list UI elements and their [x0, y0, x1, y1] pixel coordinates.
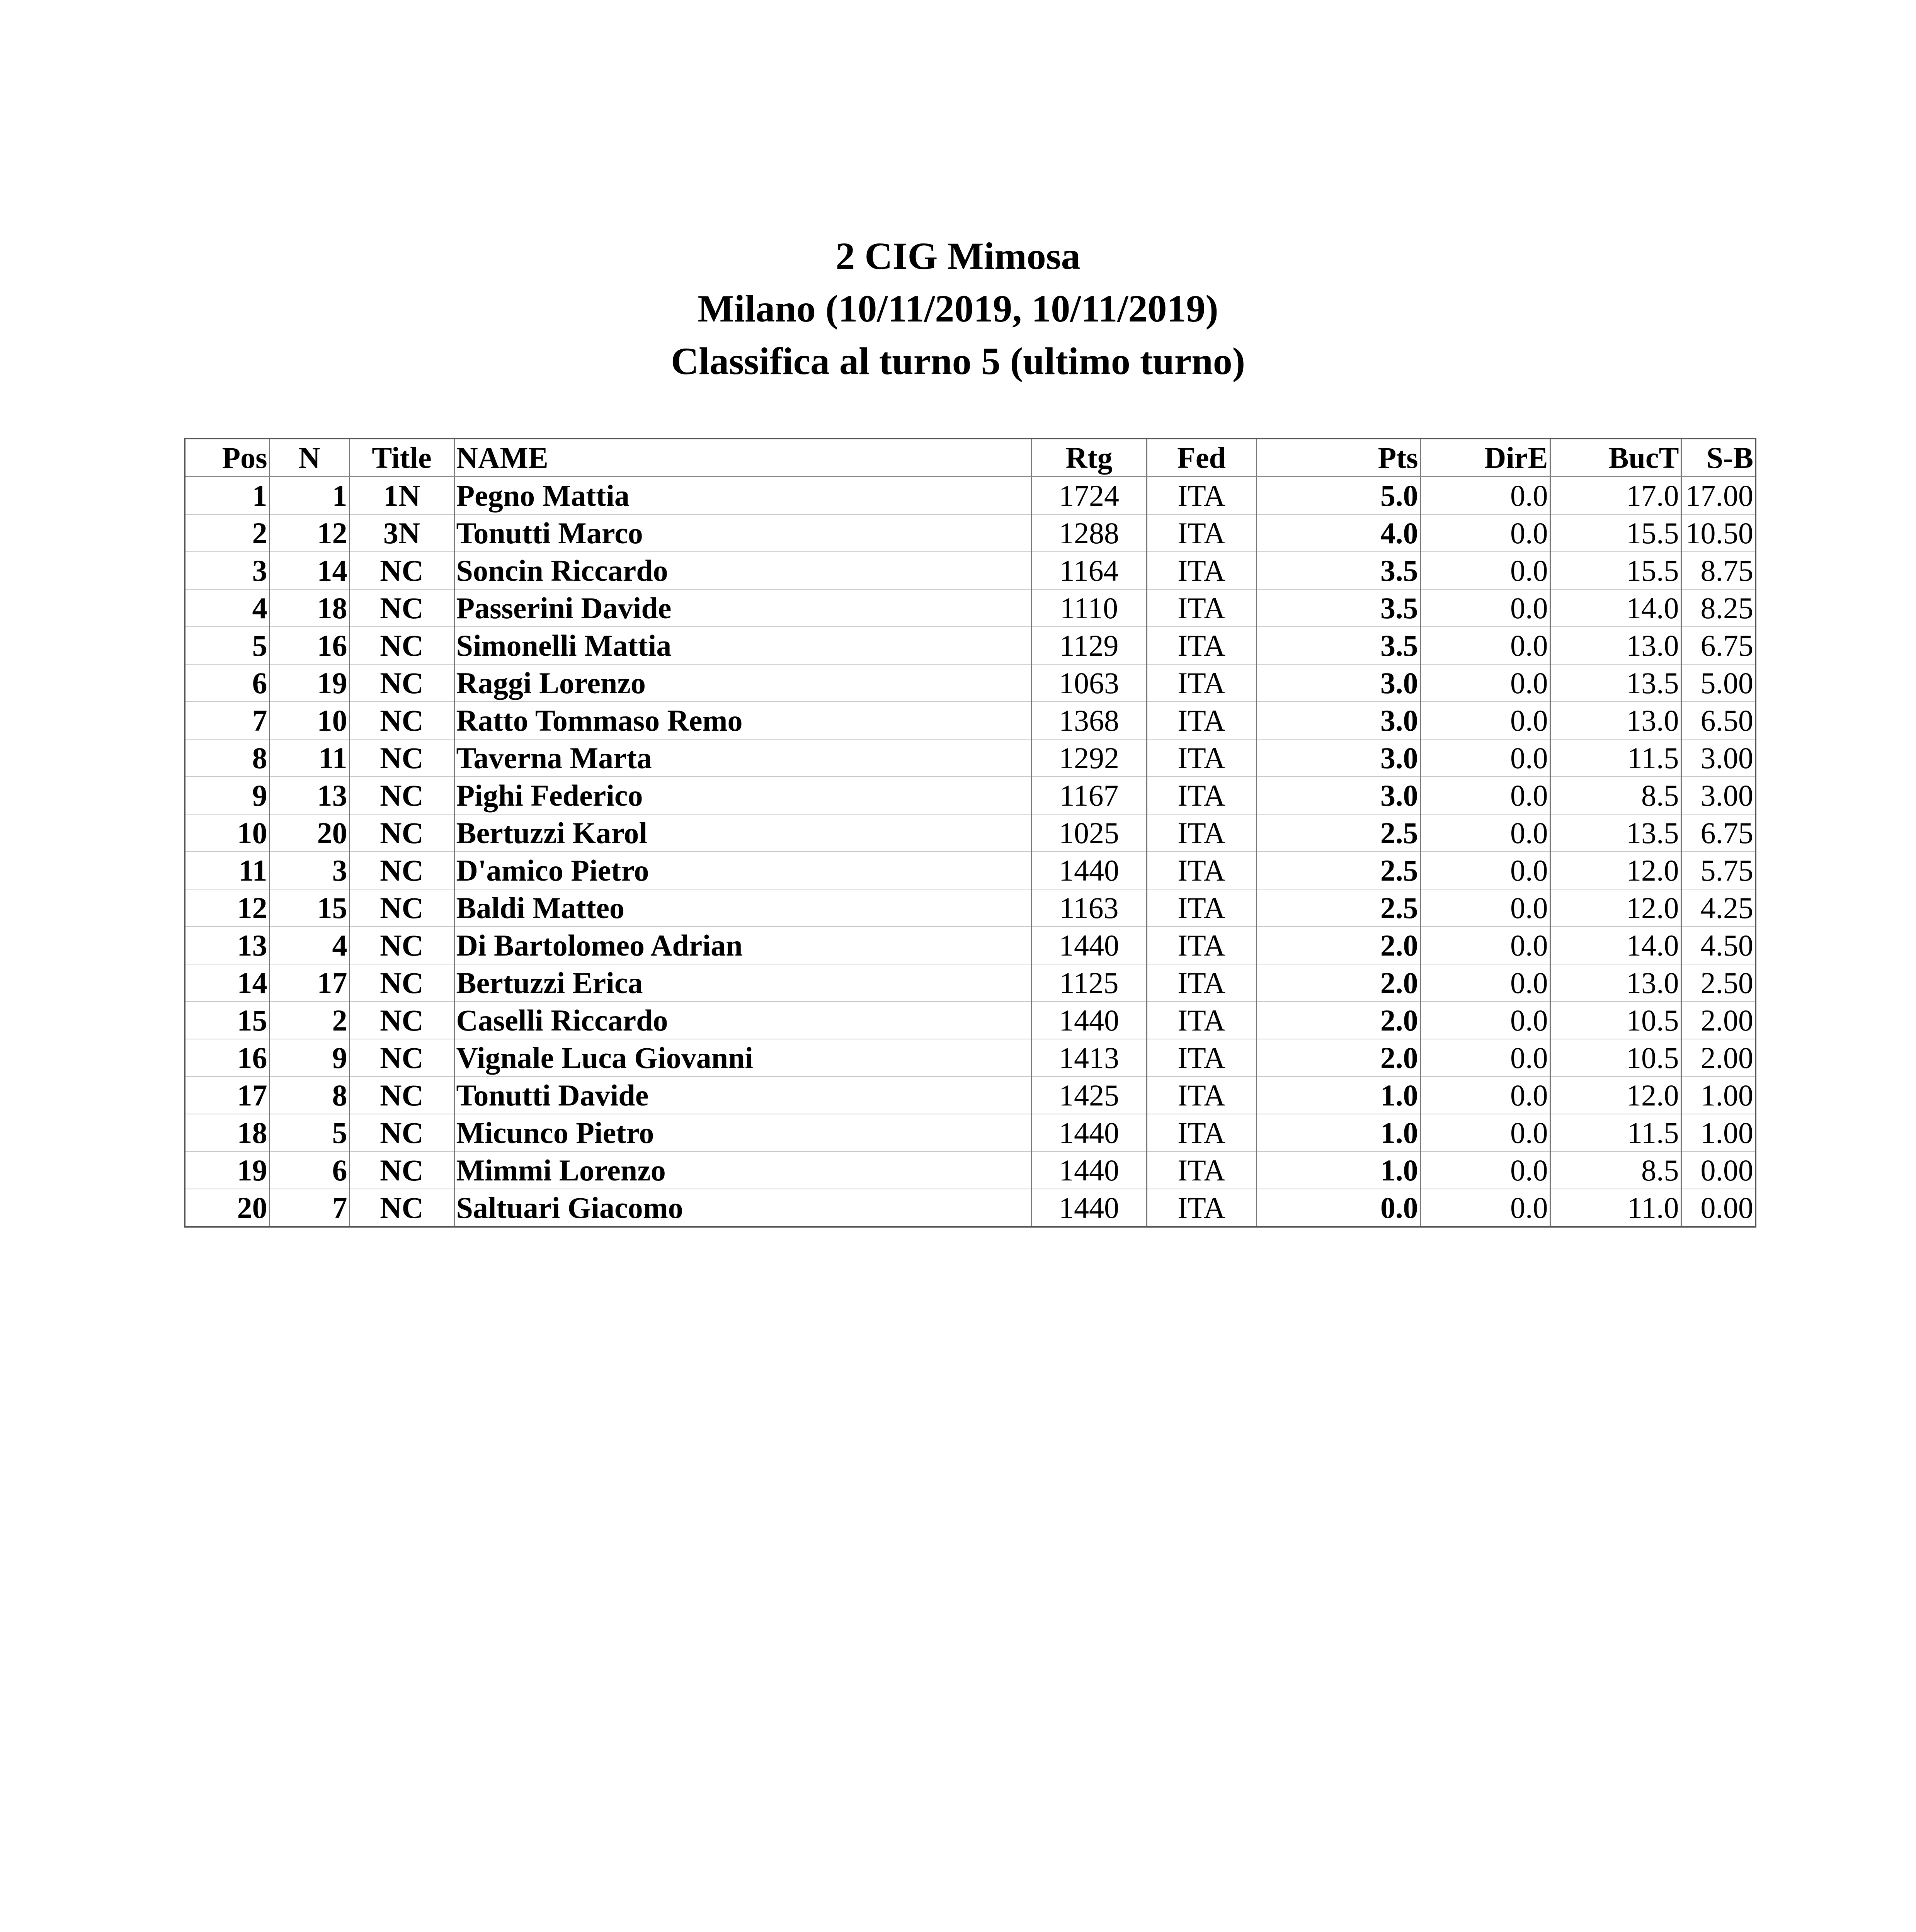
- cell-pos: 19: [185, 1151, 269, 1189]
- cell-dire: 0.0: [1420, 589, 1550, 627]
- column-header-title: Title: [349, 439, 454, 477]
- cell-dire: 0.0: [1420, 889, 1550, 927]
- cell-n: 19: [269, 664, 349, 702]
- tournament-location-dates: Milano (10/11/2019, 10/11/2019): [698, 287, 1218, 330]
- cell-name: Pighi Federico: [454, 777, 1031, 814]
- cell-rtg: 1110: [1031, 589, 1147, 627]
- table-row: [185, 477, 1756, 515]
- cell-fed: ITA: [1147, 664, 1256, 702]
- cell-sb: 17.00: [1681, 477, 1756, 515]
- cell-sb: 4.50: [1681, 927, 1756, 964]
- cell-fed: ITA: [1147, 1039, 1256, 1077]
- cell-title: NC: [349, 814, 454, 852]
- cell-dire: 0.0: [1420, 739, 1550, 777]
- cell-n: 6: [269, 1151, 349, 1189]
- tournament-title: 2 CIG Mimosa: [835, 235, 1081, 277]
- cell-pts: 0.0: [1256, 1189, 1420, 1227]
- column-header-pos: Pos: [185, 439, 269, 477]
- cell-n: 18: [269, 589, 349, 627]
- cell-pos: 17: [185, 1077, 269, 1114]
- cell-sb: 6.75: [1681, 814, 1756, 852]
- cell-rtg: 1129: [1031, 627, 1147, 664]
- cell-fed: ITA: [1147, 514, 1256, 552]
- cell-buct: 13.0: [1550, 702, 1681, 739]
- table-row: [185, 777, 1756, 814]
- cell-buct: 12.0: [1550, 889, 1681, 927]
- cell-pts: 4.0: [1256, 514, 1420, 552]
- cell-buct: 14.0: [1550, 927, 1681, 964]
- cell-pts: 2.0: [1256, 927, 1420, 964]
- cell-name: Taverna Marta: [454, 739, 1031, 777]
- cell-fed: ITA: [1147, 552, 1256, 589]
- cell-dire: 0.0: [1420, 777, 1550, 814]
- cell-fed: ITA: [1147, 739, 1256, 777]
- cell-dire: 0.0: [1420, 1189, 1550, 1227]
- cell-title: NC: [349, 1077, 454, 1114]
- cell-sb: 6.50: [1681, 702, 1756, 739]
- cell-buct: 10.5: [1550, 1002, 1681, 1039]
- cell-pts: 1.0: [1256, 1151, 1420, 1189]
- cell-rtg: 1025: [1031, 814, 1147, 852]
- cell-dire: 0.0: [1420, 514, 1550, 552]
- cell-dire: 0.0: [1420, 1151, 1550, 1189]
- cell-title: NC: [349, 1114, 454, 1151]
- cell-sb: 3.00: [1681, 739, 1756, 777]
- cell-rtg: 1063: [1031, 664, 1147, 702]
- cell-sb: 2.00: [1681, 1039, 1756, 1077]
- cell-fed: ITA: [1147, 964, 1256, 1002]
- cell-buct: 13.0: [1550, 627, 1681, 664]
- cell-n: 9: [269, 1039, 349, 1077]
- cell-n: 12: [269, 514, 349, 552]
- cell-buct: 13.5: [1550, 664, 1681, 702]
- cell-pts: 2.5: [1256, 889, 1420, 927]
- document-header: [0, 230, 1916, 388]
- cell-buct: 8.5: [1550, 1151, 1681, 1189]
- cell-sb: 4.25: [1681, 889, 1756, 927]
- cell-n: 2: [269, 1002, 349, 1039]
- cell-n: 13: [269, 777, 349, 814]
- cell-title: NC: [349, 664, 454, 702]
- cell-pts: 5.0: [1256, 477, 1420, 515]
- table-row: [185, 1151, 1756, 1189]
- cell-n: 5: [269, 1114, 349, 1151]
- table-row: [185, 589, 1756, 627]
- cell-sb: 1.00: [1681, 1114, 1756, 1151]
- cell-fed: ITA: [1147, 852, 1256, 889]
- cell-rtg: 1288: [1031, 514, 1147, 552]
- table-row: [185, 1077, 1756, 1114]
- column-header-buct: BucT: [1550, 439, 1681, 477]
- cell-title: NC: [349, 852, 454, 889]
- cell-pos: 6: [185, 664, 269, 702]
- cell-pos: 1: [185, 477, 269, 515]
- cell-fed: ITA: [1147, 589, 1256, 627]
- cell-rtg: 1440: [1031, 1114, 1147, 1151]
- table-row: [185, 664, 1756, 702]
- cell-rtg: 1292: [1031, 739, 1147, 777]
- cell-dire: 0.0: [1420, 477, 1550, 515]
- table-row: [185, 739, 1756, 777]
- cell-name: Micunco Pietro: [454, 1114, 1031, 1151]
- cell-buct: 17.0: [1550, 477, 1681, 515]
- cell-rtg: 1125: [1031, 964, 1147, 1002]
- cell-pts: 3.5: [1256, 589, 1420, 627]
- cell-n: 16: [269, 627, 349, 664]
- cell-dire: 0.0: [1420, 552, 1550, 589]
- cell-dire: 0.0: [1420, 1039, 1550, 1077]
- cell-n: 8: [269, 1077, 349, 1114]
- cell-fed: ITA: [1147, 1151, 1256, 1189]
- table-row: [185, 1114, 1756, 1151]
- cell-buct: 15.5: [1550, 514, 1681, 552]
- cell-pos: 14: [185, 964, 269, 1002]
- cell-rtg: 1724: [1031, 477, 1147, 515]
- cell-pts: 3.5: [1256, 627, 1420, 664]
- cell-buct: 13.0: [1550, 964, 1681, 1002]
- cell-name: Bertuzzi Erica: [454, 964, 1031, 1002]
- standings-body: [185, 477, 1756, 1227]
- cell-name: D'amico Pietro: [454, 852, 1031, 889]
- cell-pos: 8: [185, 739, 269, 777]
- cell-name: Di Bartolomeo Adrian: [454, 927, 1031, 964]
- cell-sb: 0.00: [1681, 1189, 1756, 1227]
- cell-pos: 13: [185, 927, 269, 964]
- cell-pts: 2.5: [1256, 852, 1420, 889]
- cell-pos: 15: [185, 1002, 269, 1039]
- cell-n: 10: [269, 702, 349, 739]
- cell-sb: 10.50: [1681, 514, 1756, 552]
- cell-name: Tonutti Davide: [454, 1077, 1031, 1114]
- cell-pts: 3.0: [1256, 664, 1420, 702]
- cell-buct: 11.0: [1550, 1189, 1681, 1227]
- cell-buct: 13.5: [1550, 814, 1681, 852]
- cell-sb: 2.00: [1681, 1002, 1756, 1039]
- cell-buct: 15.5: [1550, 552, 1681, 589]
- cell-title: NC: [349, 552, 454, 589]
- cell-title: NC: [349, 927, 454, 964]
- cell-dire: 0.0: [1420, 1002, 1550, 1039]
- cell-dire: 0.0: [1420, 852, 1550, 889]
- cell-fed: ITA: [1147, 777, 1256, 814]
- cell-pos: 4: [185, 589, 269, 627]
- table-row: [185, 514, 1756, 552]
- cell-dire: 0.0: [1420, 1114, 1550, 1151]
- cell-rtg: 1163: [1031, 889, 1147, 927]
- table-row: [185, 1039, 1756, 1077]
- table-row: [185, 627, 1756, 664]
- cell-rtg: 1425: [1031, 1077, 1147, 1114]
- cell-buct: 14.0: [1550, 589, 1681, 627]
- cell-name: Raggi Lorenzo: [454, 664, 1031, 702]
- cell-fed: ITA: [1147, 889, 1256, 927]
- cell-name: Bertuzzi Karol: [454, 814, 1031, 852]
- cell-rtg: 1440: [1031, 927, 1147, 964]
- cell-title: NC: [349, 702, 454, 739]
- cell-rtg: 1167: [1031, 777, 1147, 814]
- cell-n: 4: [269, 927, 349, 964]
- table-row: [185, 852, 1756, 889]
- cell-rtg: 1440: [1031, 1189, 1147, 1227]
- cell-rtg: 1440: [1031, 1151, 1147, 1189]
- cell-pos: 11: [185, 852, 269, 889]
- standings-table: [184, 438, 1756, 1228]
- cell-fed: ITA: [1147, 1002, 1256, 1039]
- cell-title: NC: [349, 889, 454, 927]
- cell-title: NC: [349, 964, 454, 1002]
- table-row: [185, 964, 1756, 1002]
- cell-pts: 3.5: [1256, 552, 1420, 589]
- cell-rtg: 1368: [1031, 702, 1147, 739]
- cell-n: 17: [269, 964, 349, 1002]
- column-header-sb: S-B: [1681, 439, 1756, 477]
- cell-pos: 2: [185, 514, 269, 552]
- cell-rtg: 1413: [1031, 1039, 1147, 1077]
- cell-name: Baldi Matteo: [454, 889, 1031, 927]
- cell-sb: 5.75: [1681, 852, 1756, 889]
- cell-title: NC: [349, 1002, 454, 1039]
- cell-name: Passerini Davide: [454, 589, 1031, 627]
- column-header-pts: Pts: [1256, 439, 1420, 477]
- cell-pts: 3.0: [1256, 702, 1420, 739]
- table-row: [185, 889, 1756, 927]
- cell-dire: 0.0: [1420, 964, 1550, 1002]
- standings-round-caption: Classifica al turno 5 (ultimo turno): [670, 340, 1246, 383]
- column-header-name: NAME: [454, 439, 1031, 477]
- cell-fed: ITA: [1147, 477, 1256, 515]
- cell-pos: 20: [185, 1189, 269, 1227]
- table-header-row: [185, 439, 1756, 477]
- cell-name: Saltuari Giacomo: [454, 1189, 1031, 1227]
- cell-pts: 2.5: [1256, 814, 1420, 852]
- cell-name: Vignale Luca Giovanni: [454, 1039, 1031, 1077]
- cell-pos: 5: [185, 627, 269, 664]
- cell-buct: 10.5: [1550, 1039, 1681, 1077]
- cell-dire: 0.0: [1420, 664, 1550, 702]
- cell-pos: 12: [185, 889, 269, 927]
- cell-title: NC: [349, 739, 454, 777]
- cell-sb: 8.75: [1681, 552, 1756, 589]
- cell-pts: 2.0: [1256, 964, 1420, 1002]
- cell-pts: 3.0: [1256, 777, 1420, 814]
- cell-name: Tonutti Marco: [454, 514, 1031, 552]
- cell-dire: 0.0: [1420, 702, 1550, 739]
- cell-pos: 7: [185, 702, 269, 739]
- cell-pos: 9: [185, 777, 269, 814]
- cell-sb: 8.25: [1681, 589, 1756, 627]
- cell-pts: 1.0: [1256, 1114, 1420, 1151]
- cell-pos: 3: [185, 552, 269, 589]
- cell-pos: 10: [185, 814, 269, 852]
- cell-name: Simonelli Mattia: [454, 627, 1031, 664]
- cell-rtg: 1164: [1031, 552, 1147, 589]
- cell-title: NC: [349, 1151, 454, 1189]
- cell-title: 3N: [349, 514, 454, 552]
- cell-pts: 2.0: [1256, 1039, 1420, 1077]
- table-row: [185, 814, 1756, 852]
- cell-rtg: 1440: [1031, 852, 1147, 889]
- cell-buct: 12.0: [1550, 852, 1681, 889]
- table-row: [185, 1002, 1756, 1039]
- cell-name: Soncin Riccardo: [454, 552, 1031, 589]
- cell-buct: 11.5: [1550, 739, 1681, 777]
- cell-title: 1N: [349, 477, 454, 515]
- cell-dire: 0.0: [1420, 814, 1550, 852]
- cell-fed: ITA: [1147, 1189, 1256, 1227]
- cell-fed: ITA: [1147, 814, 1256, 852]
- cell-title: NC: [349, 627, 454, 664]
- cell-pos: 16: [185, 1039, 269, 1077]
- cell-sb: 5.00: [1681, 664, 1756, 702]
- cell-pos: 18: [185, 1114, 269, 1151]
- column-header-dire: DirE: [1420, 439, 1550, 477]
- cell-n: 1: [269, 477, 349, 515]
- cell-buct: 8.5: [1550, 777, 1681, 814]
- cell-sb: 1.00: [1681, 1077, 1756, 1114]
- cell-title: NC: [349, 589, 454, 627]
- column-header-fed: Fed: [1147, 439, 1256, 477]
- cell-buct: 11.5: [1550, 1114, 1681, 1151]
- cell-dire: 0.0: [1420, 927, 1550, 964]
- cell-n: 7: [269, 1189, 349, 1227]
- cell-rtg: 1440: [1031, 1002, 1147, 1039]
- cell-pts: 2.0: [1256, 1002, 1420, 1039]
- cell-fed: ITA: [1147, 1077, 1256, 1114]
- cell-title: NC: [349, 1039, 454, 1077]
- cell-sb: 2.50: [1681, 964, 1756, 1002]
- cell-n: 11: [269, 739, 349, 777]
- cell-name: Caselli Riccardo: [454, 1002, 1031, 1039]
- table-row: [185, 927, 1756, 964]
- cell-fed: ITA: [1147, 927, 1256, 964]
- column-header-n: N: [269, 439, 349, 477]
- cell-pts: 3.0: [1256, 739, 1420, 777]
- cell-n: 14: [269, 552, 349, 589]
- cell-dire: 0.0: [1420, 1077, 1550, 1114]
- cell-n: 15: [269, 889, 349, 927]
- column-header-rtg: Rtg: [1031, 439, 1147, 477]
- cell-n: 20: [269, 814, 349, 852]
- cell-buct: 12.0: [1550, 1077, 1681, 1114]
- cell-name: Ratto Tommaso Remo: [454, 702, 1031, 739]
- cell-pts: 1.0: [1256, 1077, 1420, 1114]
- cell-title: NC: [349, 777, 454, 814]
- table-row: [185, 1189, 1756, 1227]
- cell-fed: ITA: [1147, 627, 1256, 664]
- cell-sb: 0.00: [1681, 1151, 1756, 1189]
- cell-title: NC: [349, 1189, 454, 1227]
- table-row: [185, 552, 1756, 589]
- table-row: [185, 702, 1756, 739]
- cell-fed: ITA: [1147, 702, 1256, 739]
- cell-name: Mimmi Lorenzo: [454, 1151, 1031, 1189]
- cell-dire: 0.0: [1420, 627, 1550, 664]
- cell-n: 3: [269, 852, 349, 889]
- cell-sb: 3.00: [1681, 777, 1756, 814]
- cell-name: Pegno Mattia: [454, 477, 1031, 515]
- cell-fed: ITA: [1147, 1114, 1256, 1151]
- cell-sb: 6.75: [1681, 627, 1756, 664]
